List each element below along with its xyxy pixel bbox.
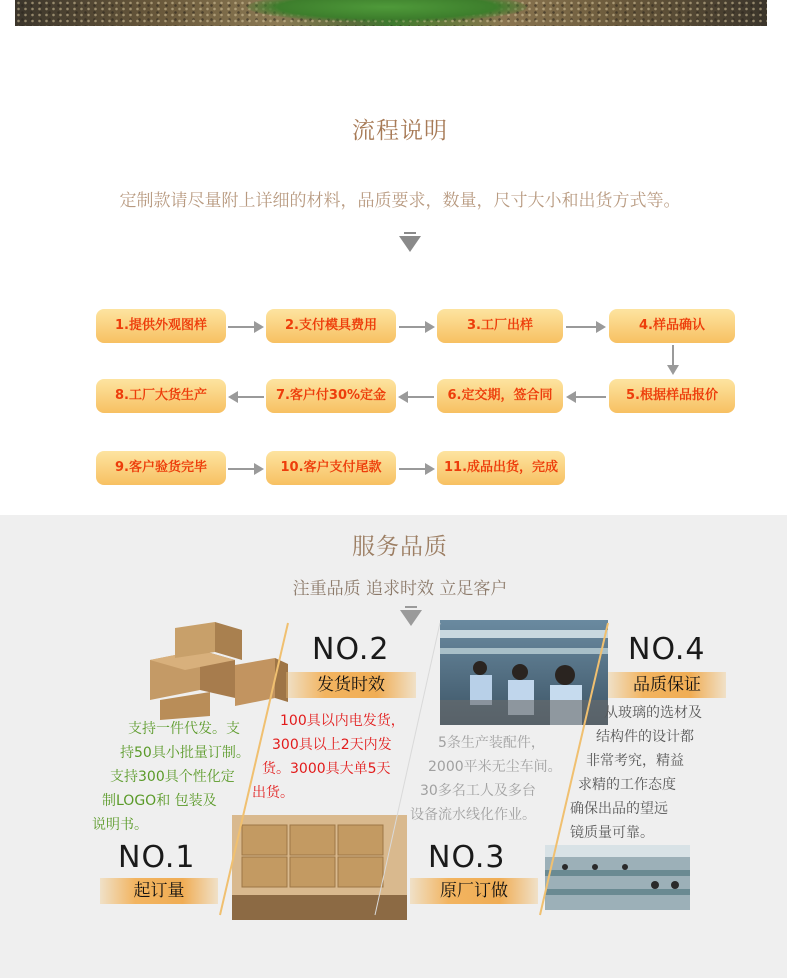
arrow-down-icon bbox=[672, 345, 674, 373]
no3-line-2: 2000平米无尘车间。 bbox=[428, 759, 562, 775]
process-title: 流程说明 bbox=[352, 118, 448, 144]
step-3: 3.工厂出样 bbox=[437, 309, 563, 343]
no1-line-1: 支持一件代发。支 bbox=[128, 721, 240, 737]
no3-line-4: 设备流水线化作业。 bbox=[410, 807, 536, 823]
no4-line-4: 求精的工作态度 bbox=[578, 777, 676, 793]
no4-tag: 品质保证 bbox=[608, 672, 726, 698]
step-6: 6.定交期，签合同 bbox=[437, 379, 563, 413]
step-2: 2.支付模具费用 bbox=[266, 309, 396, 343]
down-triangle-icon bbox=[399, 236, 421, 252]
arrow-left-icon bbox=[230, 396, 264, 398]
arrow-right-icon bbox=[399, 326, 433, 328]
no3-tag: 原厂订做 bbox=[410, 878, 538, 904]
no3-line-3: 30多名工人及多台 bbox=[420, 783, 536, 799]
divider-bar-icon bbox=[405, 606, 417, 608]
step-1: 1.提供外观图样 bbox=[96, 309, 226, 343]
no1-line-5: 说明书。 bbox=[92, 817, 148, 833]
no2-line-4: 出货。 bbox=[252, 785, 294, 801]
no2-tag: 发货时效 bbox=[286, 672, 416, 698]
no3-number: NO.3 bbox=[428, 840, 506, 875]
arrow-left-icon bbox=[400, 396, 434, 398]
no4-line-3: 非常考究，精益 bbox=[586, 753, 684, 769]
no2-line-1: 100具以内电发货， bbox=[280, 713, 405, 729]
no1-line-2: 持50具小批量订制。 bbox=[120, 745, 250, 761]
arrow-right-icon bbox=[566, 326, 604, 328]
no1-number: NO.1 bbox=[118, 840, 196, 875]
no2-line-2: 300具以上2天内发 bbox=[272, 737, 392, 753]
no1-line-3: 支持300具个性化定 bbox=[110, 769, 235, 785]
no4-line-2: 结构件的设计都 bbox=[596, 729, 694, 745]
no2-line-3: 货。3000具大单5天 bbox=[262, 761, 391, 777]
no3-line-1: 5条生产装配件， bbox=[438, 735, 545, 751]
step-9: 9.客户验货完毕 bbox=[96, 451, 226, 485]
service-subtitle: 注重品质 追求时效 立足客户 bbox=[292, 579, 508, 599]
no2-number: NO.2 bbox=[312, 632, 390, 667]
step-5: 5.根据样品报价 bbox=[609, 379, 735, 413]
no4-line-5: 确保出品的望远 bbox=[570, 801, 668, 817]
no1-tag: 起订量 bbox=[100, 878, 218, 904]
arrow-right-icon bbox=[399, 468, 433, 470]
no4-line-6: 镜质量可靠。 bbox=[570, 825, 654, 841]
step-11: 11.成品出货，完成 bbox=[437, 451, 565, 485]
arrow-left-icon bbox=[568, 396, 606, 398]
no1-line-4: 制LOGO和 包装及 bbox=[102, 793, 217, 809]
top-banner-image bbox=[15, 0, 767, 26]
arrow-right-icon bbox=[228, 326, 262, 328]
service-title: 服务品质 bbox=[352, 534, 448, 560]
no4-line-1: 从玻璃的选材及 bbox=[604, 705, 702, 721]
diagonal-dividers bbox=[0, 615, 800, 925]
step-10: 10.客户支付尾款 bbox=[266, 451, 396, 485]
step-7: 7.客户付30%定金 bbox=[266, 379, 396, 413]
step-4: 4.样品确认 bbox=[609, 309, 735, 343]
process-subtitle: 定制款请尽量附上详细的材料，品质要求，数量，尺寸大小和出货方式等。 bbox=[119, 191, 681, 211]
no4-number: NO.4 bbox=[628, 632, 706, 667]
step-8: 8.工厂大货生产 bbox=[96, 379, 226, 413]
divider-bar-icon bbox=[404, 232, 416, 234]
arrow-right-icon bbox=[228, 468, 262, 470]
